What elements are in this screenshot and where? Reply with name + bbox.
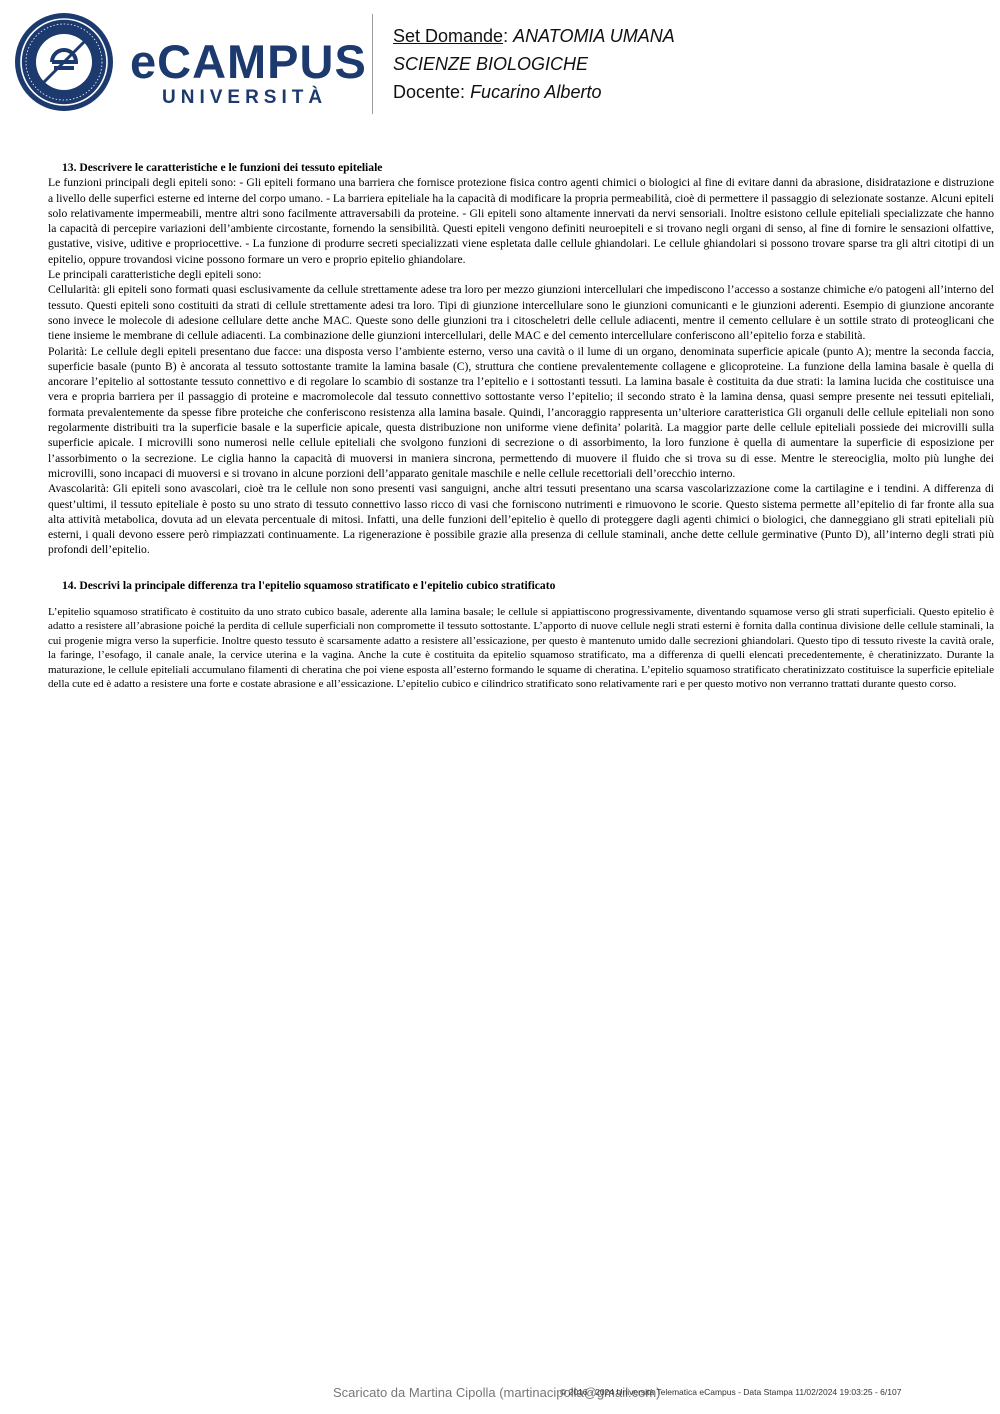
answer-paragraph: Avascolarità: Gli epiteli sono avascolari, cioè tra le cellule non sono presenti vasi sanguigni, anche altri tessuti presentano una scarsa vascolarizzazione come la cartilagine e i tendini. A differenza di quest’ultimi, il tessuto epiteliale è posto su uno strato di tessuto connettivo lasso ricco di vasi che forniscono nutrimenti e rimuovono le scorie. Questo sistema permette all’epitelio di far fronte alla sua alta attività metabolica, dovuta ad un elevata percentuale di mitosi. Infatti, una delle funzioni dell’epitelio è quello di proteggere dagli agenti chimici o biologici, che danneggiano gli strati epiteliali più esterni, i quali devono essere però rimpiazzati continuamente. La rigenerazione è possibile grazie alla presenza di cellule staminali, anche dette cellule germinative (Punto D), all’interno degli strati più profondi dell’epitelio. <box>48 482 994 557</box>
docente-line <box>393 78 675 106</box>
page-content <box>48 160 994 691</box>
question-title: 14. Descrivi la principale differenza tra l'epitelio squamoso stratificato e l'epitelio cubico stratificato <box>62 578 556 592</box>
page-footer <box>0 1385 1000 1405</box>
university-seal-icon <box>14 12 114 112</box>
header-info <box>393 22 675 106</box>
course-line <box>393 50 675 78</box>
set-label: Set Domande <box>393 26 504 46</box>
question-13 <box>48 160 994 558</box>
docente-label: Docente: <box>393 82 466 102</box>
logo-subtitle: UNIVERSITÀ <box>162 87 328 108</box>
course-name: SCIENZE BIOLOGICHE <box>393 54 589 74</box>
answer-paragraph: L’epitelio squamoso stratificato è costituito da uno strato cubico basale, aderente alla lamina basale; le cellule si appiattiscono progressivamente, diventando squamose verso gli strati superficiali. Questo epitelio è adatto a resistere all’abrasione poiché la perdita di cellule superficiali non compromette il tessuto sottostante. L’apporto di nuove cellule negli strati esterni è fornita dalla continua divisione delle cellule staminali, la cui progenie migra verso la superficie. Inoltre questo tessuto è scarsamente adatto a resistere all’essicazione, per questo è mantenuto umido dalle secrezioni ghiandolari. Questo tipo di tessuto riveste la cavità orale, la faringe, l’esofago, il canale anale, la cervice uterina e la vagina. Anche la cute è costituita da epitelio squamoso stratificato, ma a differenza di quelli elencati precedentemente, è cheratinizzato. Durante la maturazione, le cellule epiteliali accumulano filamenti di cheratina che poi viene esposta all’esterno formando le squame di cheratina. L’epitelio squamoso stratificato cheratinizzato costituisce la superficie epiteliale della cute ed è adatto a resistere una forte e costate abrasione e all’essicazione. L’epitelio cubico e cilindrico stratificato sono relativamente rari e per questo motivo non verranno trattati durante questo corso. <box>48 606 994 691</box>
page-header <box>0 0 1000 130</box>
set-line: Set Domande: ANATOMIA UMANA <box>393 26 675 46</box>
question-14 <box>48 578 994 692</box>
download-watermark: Scaricato da Martina Cipolla (martinacipolla@gmail.com) <box>333 1385 661 1400</box>
answer-paragraph: Le funzioni principali degli epiteli sono: - Gli epiteli formano una barriera che fornisce protezione fisica contro agenti chimici o biologici al fine di evitare danni da abrasione, disidratazione e distruzione a livello delle superfici esterne ed interne del corpo umano. - La barriera epiteliale ha la capacità di modificare la propria permeabilità, cioè di permettere il passaggio di selezionate sostanze. Alcuni epiteli solo relativamente impermeabili, mentre altri sono facilmente attraversabili da proteine. - Gli epiteli sono altamente innervati da nervi sensoriali. Inoltre esistono cellule epiteliali specializzate che hanno la capacità di percepire variazioni dell’ambiente circostante, fornendo la sensibilità. Questi epiteli vengono definiti neuroepiteli e si trovano negli organi di senso, al fine di fornire le sensazioni olfattive, gustative, visive, uditive e propriocettive. - La funzione di produrre secreti specializzati viene espletata dalle cellule ghiandolari. Le cellule ghiandolari si possono trovare sparse tra gli altri citotipi di un epitelio, oppure trovandosi vicine possono formare un vero e proprio epitelio ghiandolare. <box>48 176 994 266</box>
logo-wordmark: eCAMPUS <box>130 35 367 88</box>
print-info: © 2016 - 2024 Università Telematica eCampus - Data Stampa 11/02/2024 19:03:25 - 6/107 <box>560 1387 902 1397</box>
docente-value: Fucarino Alberto <box>470 82 602 102</box>
answer-paragraph: Polarità: Le cellule degli epiteli presentano due facce: una disposta verso l’ambiente esterno, verso una cavità o il lume di un organo, denominata superficie apicale (punto A); mentre la seconda faccia, superficie basale (punto B) è ancorata al tessuto sottostante tramite la lamina basale (C), struttura che contiene prevalentemente collagene e glicoproteine. La funzione della lamina basale è quella di ancorare l’epitelio al sottostante tessuto connettivo e di regolare lo scambio di sostanze tra l’epitelio e i sottostanti tessuti. La lamina basale è costituita da due strati: la lamina lucida che costituisce una vera e propria barriera per il passaggio di proteine e macromolecole dal tessuto connettivo sottostante verso l’epitelio; il secondo strato è la lamina densa, quasi sempre presente nei tessuti epiteliali, formata prevalentemente da spesse fibre proteiche che conferiscono resistenza alla lamina basale. Quindi, l’ancoraggio rappresenta un’ulteriore caratteristica Gli organuli delle cellule epiteliali non sono regolarmente distribuiti tra la superficie basale e la superficie apicale, questa distribuzione non uniforme viene definita’ polarità. La maggior parte delle cellule epiteliali possiede dei microvilli sulla superficie apicale. I microvilli sono numerosi nelle cellule epiteliali che svolgono funzioni di secrezione o di assorbimento, la loro funzione è quella di aumentare la superficie di esposizione per l’assorbimento o la secrezione. Le ciglia hanno la capacità di muoversi in maniera sincrona, permettendo di muovere il fluido che si trova su di esse. Mentre le stereociglia, molto più lunghe dei microvilli, sono incapaci di muoversi e si trovano in alcune porzioni dell’apparato genitale maschile e nelle cellule recettoriali dell’orecchio interno. <box>48 344 994 480</box>
header-divider <box>372 14 373 114</box>
set-value: ANATOMIA UMANA <box>513 26 675 46</box>
answer-paragraph: Le principali caratteristiche degli epiteli sono: <box>48 268 262 282</box>
question-title: 13. Descrivere le caratteristiche e le funzioni dei tessuto epiteliale <box>62 161 383 174</box>
answer-paragraph: Cellularità: gli epiteli sono formati quasi esclusivamente da cellule strettamente adese tra loro per mezzo giunzioni intercellulari che impediscono l’accesso a sostanze chimiche e/o patogeni all’interno del tessuto. Questi epiteli sono costituiti da strati di cellule strettamente adesi tra loro. Tipi di giunzione intercellulare sono le giunzioni comunicanti e le giunzioni aderenti. Esempio di giunzione ancorante sono invece le molecole di adesione cellulare dette anche MAC. Queste sono delle giunzioni tra i citoscheletri delle cellule adiacenti, mentre il cemento cellulare è un sottile strato di proteoglicani che tiene insieme le membrane di cellule adiacenti. La combinazione delle giunzioni intercellulari, delle MAC e del cemento intercellulare conferiscono all’epitelio forza e stabilità. <box>48 283 994 343</box>
